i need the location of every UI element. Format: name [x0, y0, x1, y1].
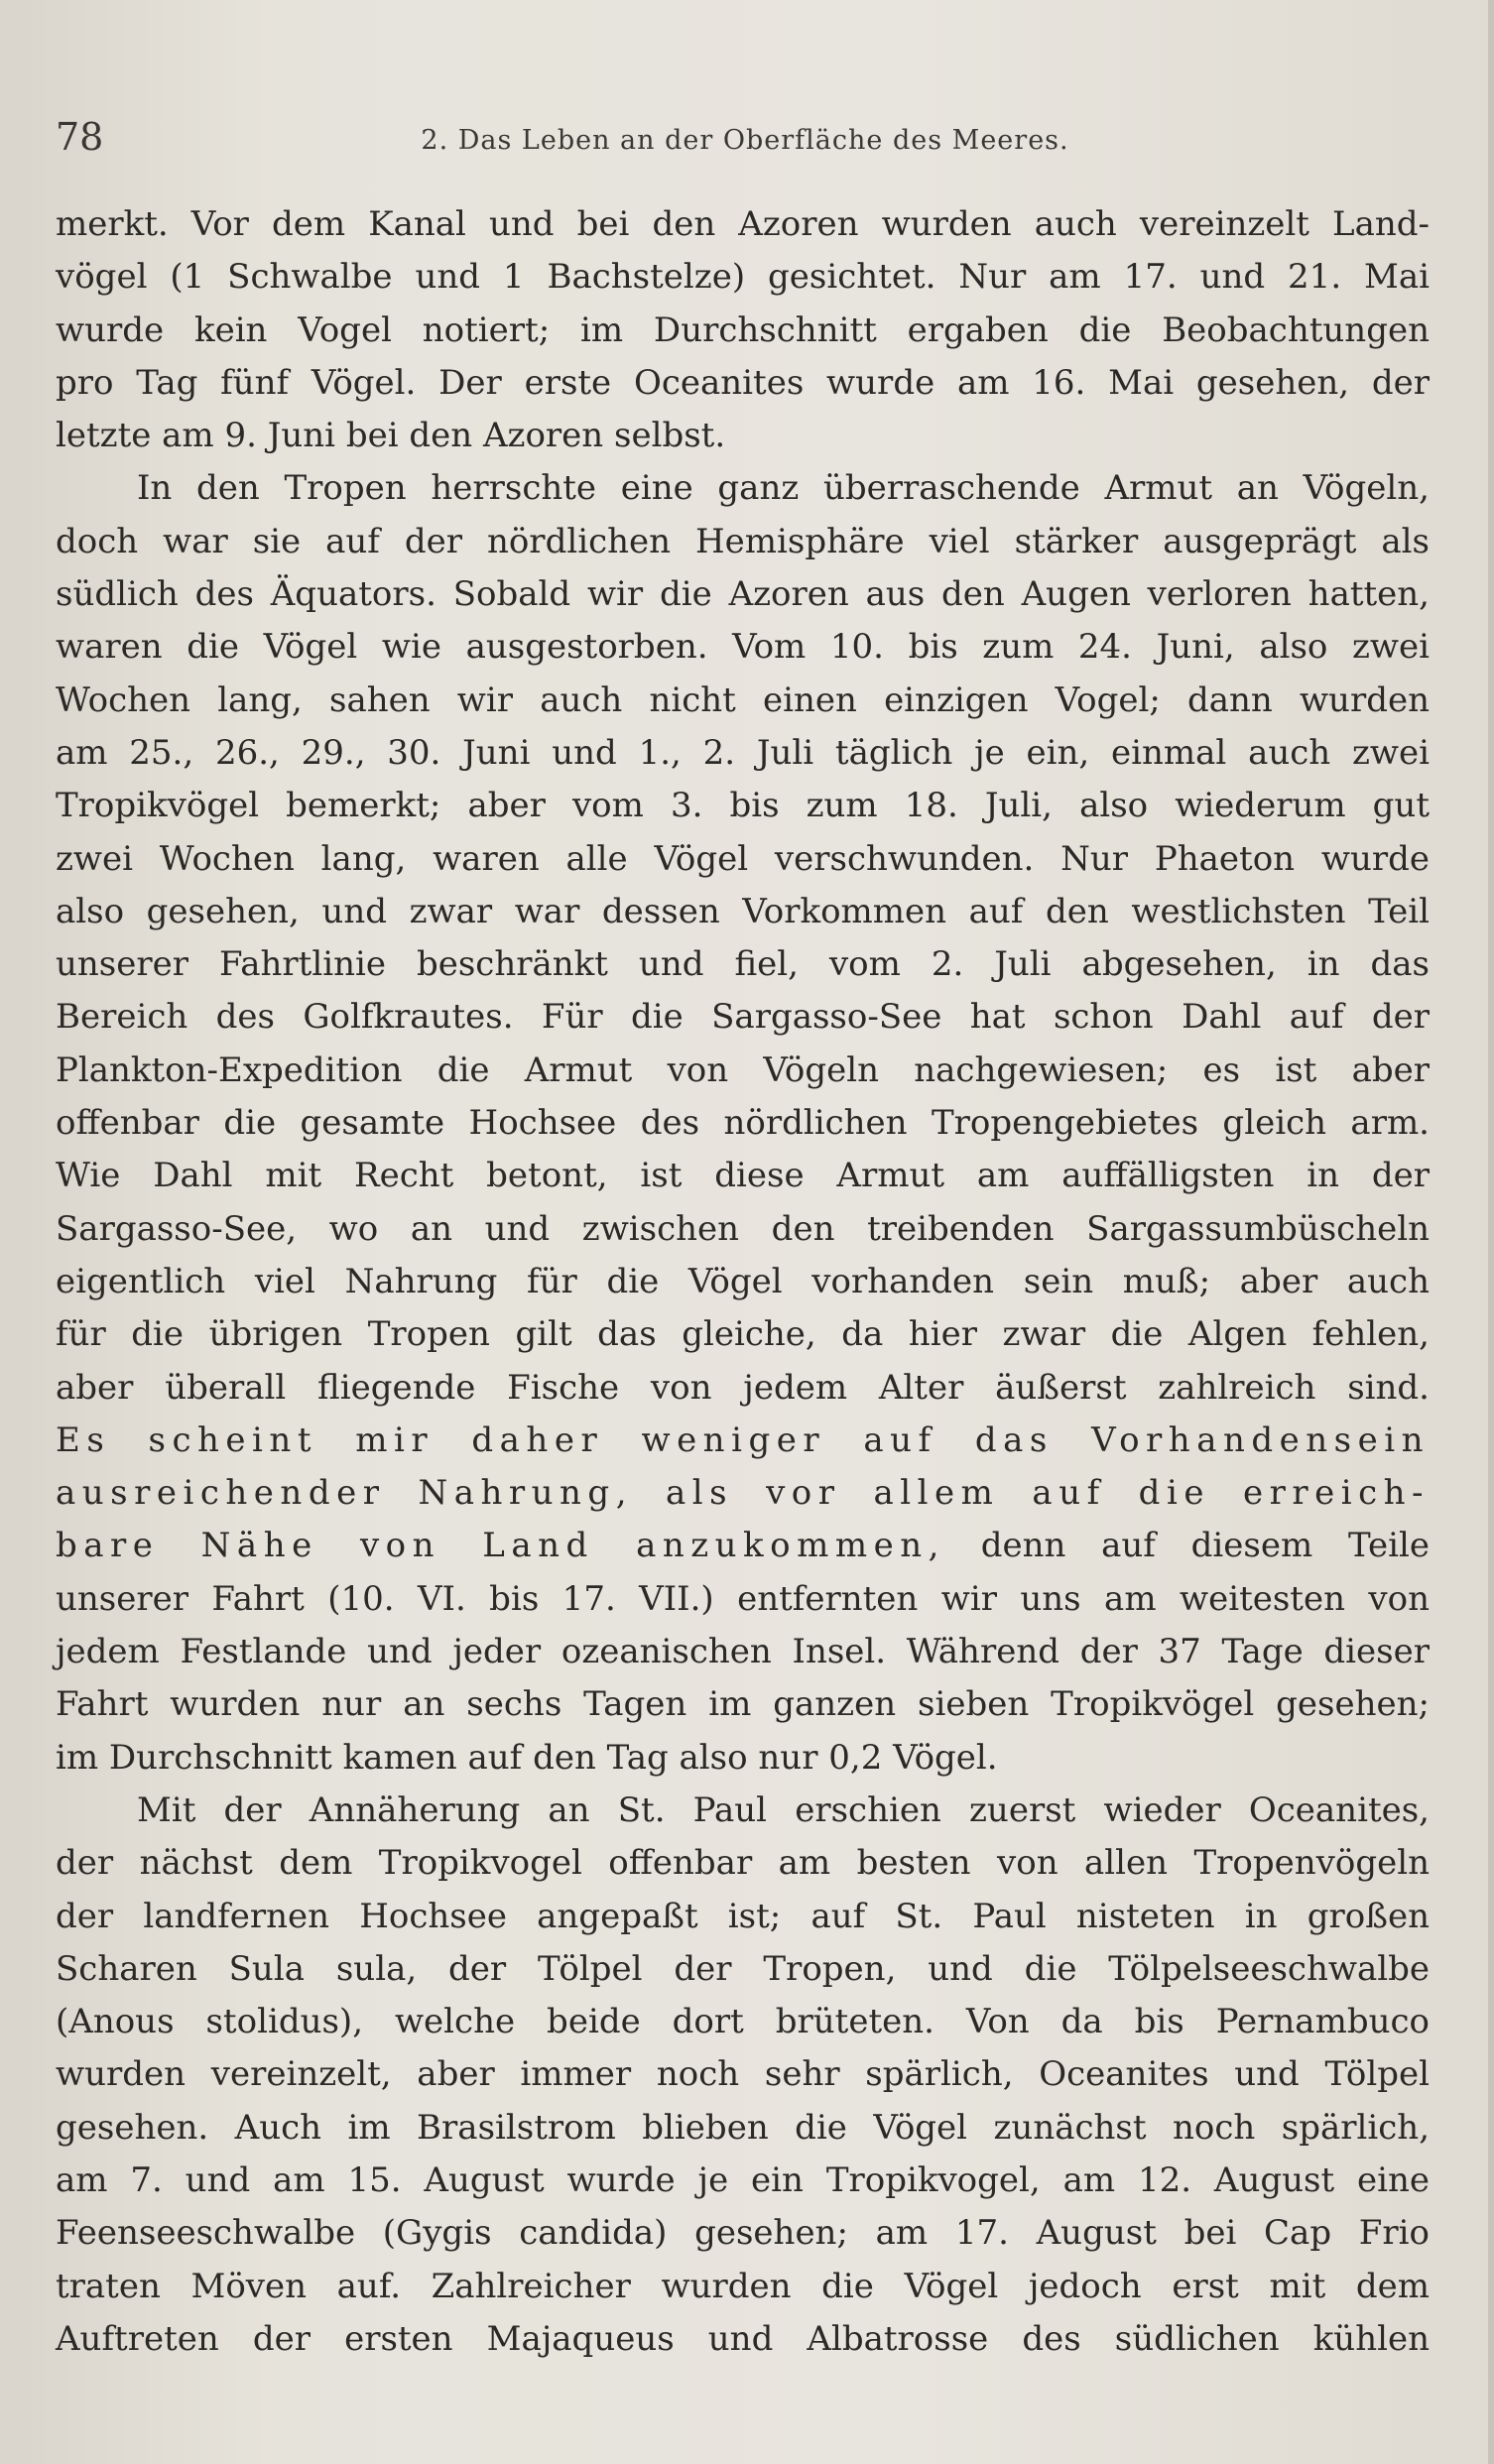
paragraph-start-line: In den Tropen herrschte eine ganz überraschende Armut an Vögeln,: [137, 468, 1430, 509]
body-text: [56, 198, 1430, 2366]
text-line: vögel (1 Schwalbe und 1 Bachstelze) gesichtet. Nur am 17. und 21. Mai: [56, 257, 1430, 298]
text-line: offenbar die gesamte Hochsee des nördlichen Tropengebietes gleich arm.: [56, 1103, 1430, 1144]
text-line: für die übrigen Tropen gilt das gleiche, da hier zwar die Algen fehlen,: [56, 1314, 1430, 1355]
text-line: merkt. Vor dem Kanal und bei den Azoren wurden auch vereinzelt Land-: [56, 204, 1430, 244]
paragraph-start-line: Mit der Annäherung an St. Paul erschien zuerst wieder Oceanites,: [137, 1789, 1430, 1830]
text-phrase: denn auf diesem Teile: [944, 1526, 1431, 1566]
text-line: pro Tag fünf Vögel. Der erste Oceanites wurde am 16. Mai gesehen, der: [56, 362, 1430, 403]
running-head: [56, 107, 1434, 167]
text-line: eigentlich viel Nahrung für die Vögel vorhanden sein muß; aber auch: [56, 1261, 1430, 1301]
text-line: jedem Festlande und jeder ozeanischen Insel. Während der 37 Tage dieser: [56, 1632, 1430, 1672]
text-line: Auftreten der ersten Majaqueus und Albatrosse des südlichen kühlen: [56, 2318, 1430, 2359]
text-line: Bereich des Golfkrautes. Für die Sargasso-See hat schon Dahl auf der: [56, 997, 1430, 1038]
emphasized-line: ausreichender Nahrung, als vor allem auf die erreich-: [56, 1473, 1430, 1514]
text-line: wurden vereinzelt, aber immer noch sehr spärlich, Oceanites und Tölpel: [56, 2054, 1430, 2095]
text-line: gesehen. Auch im Brasilstrom blieben die Vögel zunächst noch spärlich,: [56, 2107, 1430, 2148]
text-line: wurde kein Vogel notiert; im Durchschnitt ergaben die Beobachtungen: [56, 309, 1430, 350]
text-line: südlich des Äquators. Sobald wir die Azoren aus den Augen verloren hatten,: [56, 574, 1430, 615]
text-line: am 25., 26., 29., 30. Juni und 1., 2. Juli täglich je ein, einmal auch zwei: [56, 732, 1430, 773]
text-line: also gesehen, und zwar war dessen Vorkommen auf den westlichsten Teil: [56, 891, 1430, 931]
text-line: (Anous stolidus), welche beide dort brüteten. Von da bis Pernambuco: [56, 2002, 1430, 2042]
emphasized-line: Es scheint mir daher weniger auf das Vorhandensein: [56, 1419, 1430, 1460]
text-line: Plankton-Expedition die Armut von Vögeln nachgewiesen; es ist aber: [56, 1049, 1430, 1090]
text-line: der landfernen Hochsee angepaßt ist; auf St. Paul nisteten in großen: [56, 1896, 1430, 1936]
text-line: unserer Fahrtlinie beschränkt und fiel, vom 2. Juli abgesehen, in das: [56, 944, 1430, 985]
text-line: unserer Fahrt (10. VI. bis 17. VII.) entfernten wir uns am weitesten von: [56, 1578, 1430, 1619]
text-line: traten Möven auf. Zahlreicher wurden die Vögel jedoch erst mit dem: [56, 2266, 1430, 2306]
text-line: im Durchschnitt kamen auf den Tag also nur 0,2 Vögel.: [56, 1737, 998, 1778]
text-line: Wie Dahl mit Recht betont, ist diese Armut am auffälligsten in der: [56, 1156, 1430, 1196]
text-line: zwei Wochen lang, waren alle Vögel verschwunden. Nur Phaeton wurde: [56, 838, 1430, 879]
emphasized-phrase: bare Nähe von Land anzukommen,: [56, 1526, 945, 1566]
text-line: Tropikvögel bemerkt; aber vom 3. bis zum 18. Juli, also wiederum gut: [56, 786, 1430, 826]
text-line: doch war sie auf der nördlichen Hemisphäre viel stärker ausgeprägt als: [56, 521, 1430, 561]
text-line: letzte am 9. Juni bei den Azoren selbst.: [56, 416, 726, 456]
text-line: Scharen Sula sula, der Tölpel der Tropen, und die Tölpelseeschwalbe: [56, 1948, 1430, 1989]
text-line: aber überall fliegende Fische von jedem Alter äußerst zahlreich sind.: [56, 1367, 1430, 1408]
page-number: 78: [56, 115, 104, 159]
text-line: Feenseeschwalbe (Gygis candida) gesehen; am 17. August bei Cap Frio: [56, 2213, 1430, 2254]
text-line: Fahrt wurden nur an sechs Tagen im ganzen sieben Tropikvögel gesehen;: [56, 1684, 1430, 1725]
chapter-title: 2. Das Leben an der Oberfläche des Meeres.: [421, 125, 1069, 156]
text-line: am 7. und am 15. August wurde je ein Tropikvogel, am 12. August eine: [56, 2159, 1430, 2200]
page-edge: [1488, 0, 1494, 2464]
text-line: Sargasso-See, wo an und zwischen den treibenden Sargassumbüscheln: [56, 1208, 1430, 1249]
mixed-emphasis-line: [56, 1520, 1430, 1572]
text-line: der nächst dem Tropikvogel offenbar am besten von allen Tropenvögeln: [56, 1843, 1430, 1884]
text-line: waren die Vögel wie ausgestorben. Vom 10. bis zum 24. Juni, also zwei: [56, 627, 1430, 668]
text-line: Wochen lang, sahen wir auch nicht einen einzigen Vogel; dann wurden: [56, 679, 1430, 720]
